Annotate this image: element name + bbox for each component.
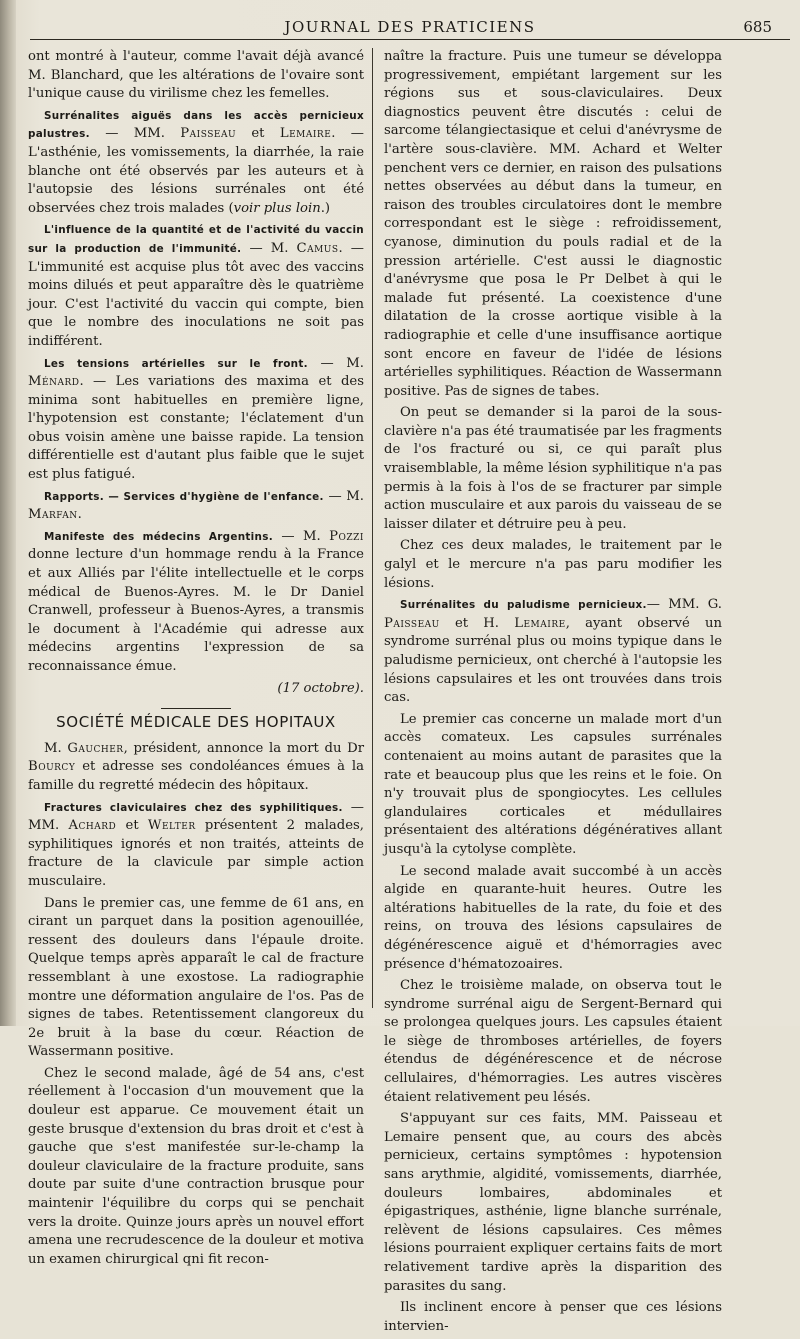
author-name: Bourcy [28,759,76,775]
author-name: Achard [68,818,117,834]
paragraph-conclusion: S'appuyant sur ces faits, MM. Paisseau et Lemaire pensent que, au cours des abcès pernicieux, certains symptômes : hypotension sans arythmie, algidité, vomissements, diarrhée, douleurs lombaires, abdominales et épigastriques, asthénie, ligne blanche surrénale, relèvent de lésions capsulaires. Ces mêmes lésions pourraient expliquer certains faits de mort relativement tardive après la disparition des parasites du sang. [384,1111,722,1294]
subheading-surrenalites: Surrénalites aiguës dans les accès pernicieux palustres. [28,109,364,141]
paragraph-traitement: Chez ces deux malades, le traitement par le galyl et le mercure n'a pas paru modifier les lésions. [384,538,722,591]
subheading-manifeste: Manifeste des médecins Argentins. [44,530,273,543]
author-name: Lemaire [514,615,566,631]
paragraph-gaucher: M. Gaucher, président, annonce la mort du Dr Bourcy et adresse ses condoléances émues à la famille du regretté médecin des hôpitaux. [28,740,364,793]
subheading-rapports: Rapports. — Services d'hygiène de l'enfance. [44,490,324,503]
paragraph-second-malade: Chez le second malade, âgé de 54 ans, c'est réellement à l'occasion d'un mouvement que la douleur est apparue. Ce mouvement était un geste brusque d'extension du bras droit et c'est à gauche que s'est manifestée sur-le-champ la douleur claviculaire de la fracture produite, sans doute par suite d'une contraction brusque pour maintenir l'équilibre du corps qui se penchait vers la droite. Quinze jours après un nouvel effort amena une recrudescence de la douleur et motiva un examen chirurgical qni fit recon- [28,1065,364,1267]
author-name: Camus [296,240,339,256]
item-surrenalites-aigues: Surrénalites aiguës dans les accès pernicieux palustres. — MM. Paisseau et Lemaire. — L'asthénie, les vomissements, la diarrhée, la raie blanche ont été observés par les auteurs et à l'autopsie des lésions surrénales ont été observées chez trois malades (voir plus loin.) [28,109,364,216]
author-name: Welter [147,818,196,834]
subheading-fractures: Fractures claviculaires chez des syphilitiques. [44,801,343,814]
section-title: SOCIÉTÉ MÉDICALE DES HOPITAUX [56,713,336,732]
author-name: Lemaire [279,126,332,142]
paragraph-premier-cas: Dans le premier cas, une femme de 61 ans, en cirant un parquet dans la position agenouillée, ressent des douleurs dans l'épaule droite. Quelque temps après apparaît le cal de fracture ressemblant à une exostose. La radiographie montre une déformation angulaire de l'os. Pas de signes de tabes. Retentissement clangoreux du 2e bruit à la base du cœur. Réaction de Wassermann positive. [28,895,364,1060]
left-column [28,48,364,1272]
item-surrenalites-paludisme: Surrénalites du paludisme pernicieux.— MM. G. Paisseau et H. Lemaire, ayant observé un syndrome surrénal plus ou moins typique dans le paludisme pernicieux, ont cherché à l'autopsie les lésions capsulaires et les ont trouvées dans trois cas. [384,597,723,706]
paragraph-premier-cas-paludisme: Le premier cas concerne un malade mort d'un accès comateux. Les capsules surrénales contenaient au moins autant de parasites que la rate et beaucoup plus que les reins et le foie. On n'y trouvait plus de spongiocytes. Les cellules glandulaires corticales et médullaires présentaient des altérations dégénératives allant jusqu'à la cytolyse complète. [384,711,722,857]
right-column [384,48,722,1339]
page-binding-edge [0,0,16,1026]
paragraph-fracture-continued: naître la fracture. Puis une tumeur se développa progressivement, empiétant largement sur les régions sus et sous-claviculaires. Deux diagnostics peuvent être discutés : celui de sarcome télangiectasique et celui d'anévrysme de l'artère sous-clavière. MM. Achard et Welter penchent vers ce dernier, en raison des pulsations nettes observées au début dans la tumeur, en raison des troubles circulatoires dont le membre correspondant est le siège : refroidissement, cyanose, diminution du pouls radial et de la pression artérielle. C'est aussi le diagnostic d'anévrysme que posa le Pr Delbet à qui le malade fut présenté. La coexistence d'une dilatation de la crosse aortique visible à la radiographie et celle d'une insuffisance aortique sont encore en faveur de l'idée de lésions artérielles syphilitiques. Réaction de Wassermann positive. Pas de signes de tabes. [384,49,722,399]
session-date: (17 octobre). [277,680,364,696]
subheading-tensions: Les tensions artérielles sur le front. [44,357,308,370]
item-manifeste: Manifeste des médecins Argentins. — M. Pozzi donne lecture d'un hommage rendu à la France et aux Alliés par l'élite intellectuelle et le corps médical de Buenos-Ayres. M. le Dr Daniel Cranwell, professeur à Buenos-Ayres, a transmis le document à l'Académie qui adresse aux médecins argentins l'expression de sa reconnaissance émue. [28,528,364,674]
page-number: 685 [743,18,772,36]
page-header [30,14,790,40]
author-name: Paisseau [384,615,440,631]
author-name: Gaucher [67,740,124,756]
item-rapports: Rapports. — Services d'hygiène de l'enfance. — M. Marfan. [28,488,364,523]
header-rule [30,39,790,40]
column-divider [372,48,373,1008]
subheading-influence: L'influence de la quantité et de l'activité du vaccin sur la production de l'immunité. [28,224,364,255]
paragraph-inclinent: Ils inclinent encore à penser que ces lésions intervien- [384,1300,722,1334]
author-name: Marfan [28,507,78,523]
subheading-paludisme: Surrénalites du paludisme pernicieux. [400,599,647,612]
running-title: JOURNAL DES PRATICIENS [284,18,536,36]
paragraph-paroi-sous-claviere: On peut se demander si la paroi de la sous-clavière n'a pas été traumatisée par les fragments de l'os fracturé ou si, ce qui paraît plus vraisemblable, la même lésion syphilitique n'a pas permis à la fois à l'os de se fracturer par simple action musculaire et aux parois du vaisseau de se laisser dilater et détruire peu à peu. [384,405,722,532]
paragraph-virilisme: ont montré à l'auteur, comme l'avait déjà avancé M. Blanchard, que les altérations de l'ovaire sont l'unique cause du virilisme chez les femelles. [28,49,364,102]
author-name: Paisseau [180,126,237,142]
paragraph-second-malade-paludisme: Le second malade avait succombé à un accès algide en quarante-huit heures. Outre les altérations habituelles de la rate, du foie et des reins, on trouva des lésions capsulaires de dégénérescence aiguë et d'hémorragies avec présence d'hématozoaires. [384,863,722,972]
item-tensions-arterielles: Les tensions artérielles sur le front. — M. Ménard. — Les variations des maxima et des minima sont habituelles en première ligne, l'hypotension est constante; l'éclatement d'un obus voisin amène une baisse rapide. La tension différentielle est d'autant plus faible que le sujet est plus fatigué. [28,355,364,483]
item-fractures-claviculaires: Fractures claviculaires chez des syphilitiques. — MM. Achard et Welter présentent 2 malades, syphilitiques ignorés et non traités, atteints de fracture de la clavicule par simple action musculaire. [28,799,364,889]
author-name: Ménard [28,374,80,390]
author-name: Pozzi [329,528,364,544]
item-influence-vaccin: L'influence de la quantité et de l'activité du vaccin sur la production de l'immunité. — M. Camus. — L'immunité est acquise plus tôt avec des vaccins moins dilués et peut apparaître dès le quatrième jour. C'est l'activité du vaccin qui compte, bien que le nombre des inoculations ne soit pas indifférent. [28,224,364,349]
paragraph-troisieme-malade: Chez le troisième malade, on observa tout le syndrome surrénal aigu de Sergent-Bernard qui se prolongea quelques jours. Les capsules étaient le siège de thromboses artérielles, de foyers étendus de dégénérescence et de nécrose cellulaires, d'hémorragies. Les autres viscères étaient relativement peu lésés. [384,978,722,1105]
section-rule [161,708,231,709]
